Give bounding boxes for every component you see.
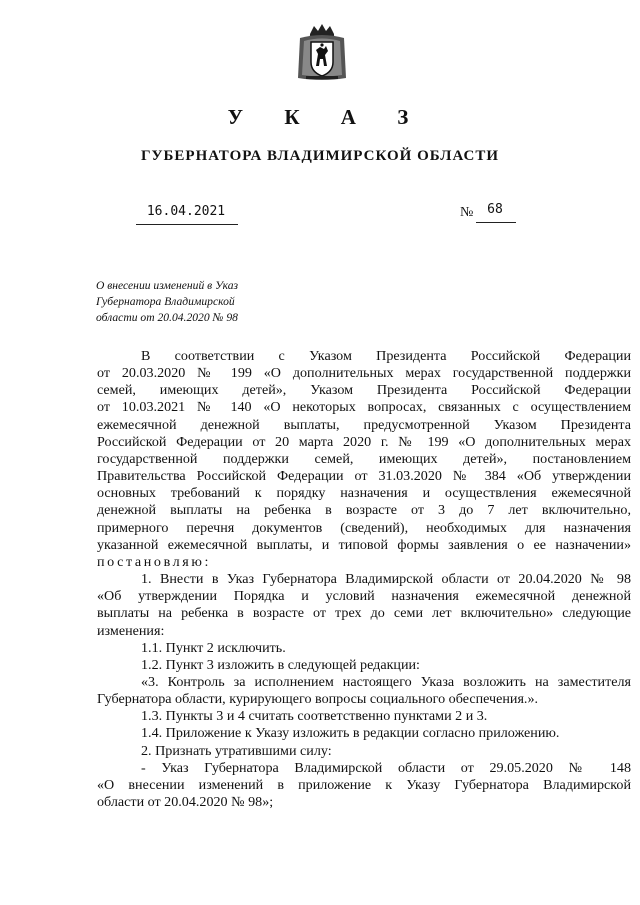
- number-underline: [476, 222, 516, 223]
- document-subject: [96, 278, 286, 326]
- text-line: 1.2. Пункт 3 изложить в следующей редакции:: [141, 656, 420, 673]
- text-line: указанной ежемесячной выплаты, и типовой формы заявления о ее назначении»: [97, 536, 631, 553]
- document-number: 68: [487, 202, 503, 217]
- text-line: семей, имеющих детей», Указом Президента Российской Федерации: [97, 382, 631, 399]
- text-line: ежемесячной денежной выплаты, предусмотренной Указом Президента: [97, 416, 631, 433]
- text-line: 2. Признать утратившими силу:: [141, 742, 332, 759]
- text-line: государственной поддержки семей, имеющих детей», постановлением: [97, 450, 631, 467]
- decree-word: постановляю:: [97, 553, 212, 570]
- text-line: изменения:: [97, 622, 165, 639]
- subject-line: О внесении изменений в Указ: [96, 279, 239, 292]
- coat-of-arms-icon: [296, 22, 348, 82]
- document-subtitle: ГУБЕРНАТОРА ВЛАДИМИРСКОЙ ОБЛАСТИ: [140, 148, 500, 164]
- text-line: «Об утверждении Порядка и условий назначения ежемесячной денежной: [97, 588, 631, 605]
- text-line: примерного перечня документов (сведений), необходимых для назначения: [97, 519, 631, 536]
- text-line: Российской Федерации от 20 марта 2020 г. № 199 «О дополнительных мерах: [97, 433, 631, 450]
- text-line: 1.3. Пункты 3 и 4 считать соответственно пунктами 2 и 3.: [141, 708, 488, 725]
- text-line: основных требований к порядку назначения и осуществления ежемесячной: [97, 485, 631, 502]
- text-line: 1.4. Приложение к Указу изложить в редакции согласно приложению.: [141, 725, 560, 742]
- text-line: от 20.03.2020 № 199 «О дополнительных мерах государственной поддержки: [97, 365, 631, 382]
- date-underline: [136, 224, 238, 225]
- text-line: Правительства Российской Федерации от 31.03.2020 № 384 «Об утверждении: [97, 468, 631, 485]
- document-title: У К А З: [227, 105, 427, 129]
- text-line: области от 20.04.2020 № 98»;: [97, 794, 274, 811]
- subject-line: Губернатора Владимирской: [96, 295, 235, 308]
- text-line: 1.1. Пункт 2 исключить.: [141, 639, 286, 656]
- document-body: [97, 348, 631, 811]
- text-line: от 10.03.2021 № 140 «О некоторых вопросах, связанных с осуществлением: [97, 399, 631, 416]
- text-line: денежной выплаты на ребенка в возрасте от 3 до 7 лет включительно,: [97, 502, 631, 519]
- text-line: - Указ Губернатора Владимирской области от 29.05.2020 № 148: [141, 759, 631, 776]
- text-line: Губернатора области, курирующего вопросы социального обеспечения.».: [97, 691, 539, 708]
- text-line: «О внесении изменений в приложение к Указу Губернатора Владимирской: [97, 776, 631, 793]
- document-date: 16.04.2021: [146, 204, 226, 219]
- subject-line: области от 20.04.2020 № 98: [96, 311, 238, 324]
- number-label: №: [460, 205, 474, 220]
- text-line: выплаты на ребенка в возрасте от трех до семи лет включительно» следующие: [97, 605, 631, 622]
- text-line: В соответствии с Указом Президента Российской Федерации: [141, 348, 631, 364]
- text-line: «3. Контроль за исполнением настоящего Указа возложить на заместителя: [141, 673, 631, 690]
- text-line: 1. Внести в Указ Губернатора Владимирской области от 20.04.2020 № 98: [141, 571, 631, 588]
